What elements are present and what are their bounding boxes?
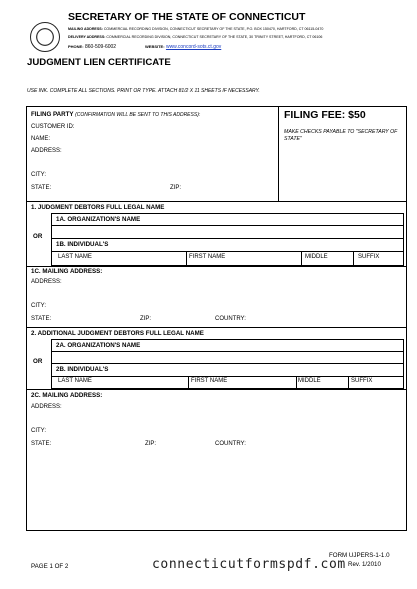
zip-field[interactable]: ZIP: xyxy=(140,316,152,322)
address-field[interactable]: ADDRESS: xyxy=(31,148,62,154)
delivery-address: DELIVERY ADDRESS: COMMERCIAL RECORDING DIVISION, CONNECTICUT SECRETARY OF THE STATE, 30 TRINITY STREET, HARTFORD, CT 06106 xyxy=(68,35,323,39)
section2-title: 2. ADDITIONAL JUDGMENT DEBTORS FULL LEGAL NAME xyxy=(31,330,204,337)
section2c-title: 2C. MAILING ADDRESS: xyxy=(31,392,103,399)
address-field[interactable]: ADDRESS: xyxy=(31,404,62,410)
divider xyxy=(26,327,407,328)
last-name-field[interactable]: LAST NAME xyxy=(58,378,92,384)
divider xyxy=(51,251,404,252)
last-name-field[interactable]: LAST NAME xyxy=(58,254,92,260)
state-field[interactable]: STATE: xyxy=(31,441,52,447)
section1c-title: 1C. MAILING ADDRESS: xyxy=(31,268,103,275)
divider xyxy=(51,363,404,364)
divider xyxy=(51,238,404,239)
agency-title: SECRETARY OF THE STATE OF CONNECTICUT xyxy=(68,11,306,23)
divider xyxy=(353,251,354,266)
website-link[interactable]: www.concord-sots.ct.gov xyxy=(165,44,222,50)
mailing-address: MAILING ADDRESS: COMMERCIAL RECORDING DIVISION, CONNECTICUT SECRETARY OF THE STATE, P.O. BOX 150470, HARTFORD, CT 06115-0470 xyxy=(68,27,324,31)
address-field[interactable]: ADDRESS: xyxy=(31,279,62,285)
city-field[interactable]: CITY: xyxy=(31,428,47,434)
city-field[interactable]: CITY: xyxy=(31,303,47,309)
page-number: PAGE 1 OF 2 xyxy=(31,563,69,570)
section1-title: 1. JUDGMENT DEBTORS FULL LEGAL NAME xyxy=(31,204,165,211)
phone: PHONE: 860-509-6002 xyxy=(68,44,117,50)
form-number: FORM UJPERS-1-1.0 xyxy=(329,552,390,559)
country-field[interactable]: COUNTRY: xyxy=(215,316,246,322)
org-name-input[interactable] xyxy=(52,226,403,238)
first-name-field[interactable]: FIRST NAME xyxy=(191,378,228,384)
form-revision: Rev. 1/2010 xyxy=(348,561,381,568)
suffix-field[interactable]: SUFFIX xyxy=(351,378,373,384)
state-seal-icon xyxy=(30,22,60,52)
filing-fee: FILING FEE: $50 xyxy=(284,109,366,121)
divider xyxy=(301,251,302,266)
first-name-field[interactable]: FIRST NAME xyxy=(189,254,226,260)
individual-label: 2B. INDIVIDUAL'S xyxy=(56,366,109,373)
website: WEBSITE: www.concord-sots.ct.gov xyxy=(145,44,222,50)
divider xyxy=(51,376,404,377)
divider xyxy=(278,106,279,201)
divider xyxy=(296,376,297,389)
middle-name-field[interactable]: MIDDLE xyxy=(305,254,328,260)
suffix-field[interactable]: SUFFIX xyxy=(358,254,380,260)
fee-note: MAKE CHECKS PAYABLE TO "SECRETARY OF STATE" xyxy=(284,129,398,143)
divider xyxy=(186,251,187,266)
watermark: connecticutformspdf.com xyxy=(152,557,346,572)
middle-name-field[interactable]: MIDDLE xyxy=(298,378,321,384)
instructions: USE INK. COMPLETE ALL SECTIONS. PRINT OR TYPE. ATTACH 81/2 X 11 SHEETS IF NECESSARY. xyxy=(27,88,260,94)
country-field[interactable]: COUNTRY: xyxy=(215,441,246,447)
city-field[interactable]: CITY: xyxy=(31,172,47,178)
state-field[interactable]: STATE: xyxy=(31,316,52,322)
zip-field[interactable]: ZIP: xyxy=(145,441,157,447)
filing-party-label: FILING PARTY (CONFIRMATION WILL BE SENT TO THIS ADDRESS): xyxy=(31,111,201,118)
state-field[interactable]: STATE: xyxy=(31,185,52,191)
page-title: JUDGMENT LIEN CERTIFICATE xyxy=(27,57,171,68)
zip-field[interactable]: ZIP: xyxy=(170,185,182,191)
org-name-label: 2A. ORGANIZATION'S NAME xyxy=(56,342,141,349)
divider xyxy=(26,389,407,390)
individual-label: 1B. INDIVIDUAL'S xyxy=(56,241,109,248)
divider xyxy=(348,376,349,389)
divider xyxy=(26,201,407,202)
name-field[interactable]: NAME: xyxy=(31,136,51,142)
or-label: OR xyxy=(33,233,43,240)
customer-id-field[interactable]: CUSTOMER ID: xyxy=(31,124,75,130)
divider xyxy=(26,266,407,267)
divider xyxy=(188,376,189,389)
org-name-input[interactable] xyxy=(52,352,403,363)
org-name-label: 1A. ORGANIZATION'S NAME xyxy=(56,216,141,223)
or-label: OR xyxy=(33,358,43,365)
